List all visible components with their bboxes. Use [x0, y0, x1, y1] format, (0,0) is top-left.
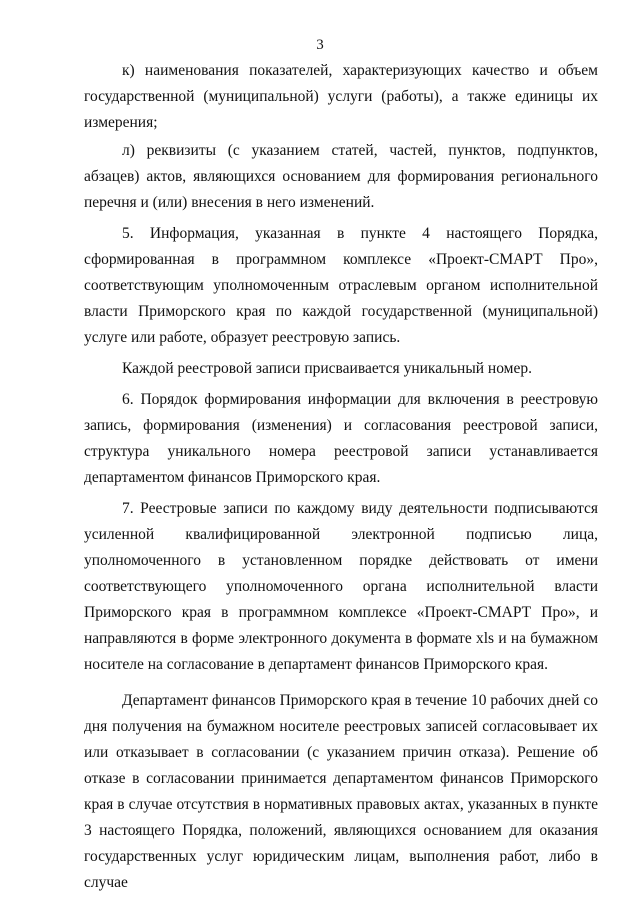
document-body	[84, 58, 598, 896]
paragraph-k: к) наименования показателей, характеризующих качество и объем государственной (муниципальной) услуги (работы), а также единицы их измерения;	[84, 62, 598, 131]
paragraph-6: 6. Порядок формирования информации для включения в реестровую запись, формирования (изменения) и согласования реестровой записи, структура уникального номера реестровой записи устанавливается департаментом финансов Приморского края.	[84, 391, 598, 486]
paragraph-l: л) реквизиты (с указанием статей, частей, пунктов, подпунктов, абзацев) актов, являющихся основанием для формирования регионального перечня и (или) внесения в него изменений.	[84, 142, 598, 211]
page-number: 3	[316, 37, 324, 53]
paragraph-7: 7. Реестровые записи по каждому виду деятельности подписываются усиленной квалифицированной электронной подписью лица, уполномоченного в установленном порядке действовать от имени соответствующего уполномоченного органа исполнительной власти Приморского края в программном комплексе «Проект-СМАРТ Про», и направляются в форме электронного документа в формате xls и на бумажном носителе на согласование в департамент финансов Приморского края.	[84, 500, 598, 673]
paragraph-department-approval: Департамент финансов Приморского края в течение 10 рабочих дней со дня получения на бумажном носителе реестровых записей согласовывает их или отказывает в согласовании (с указанием причин отказа). Решение об отказе в согласовании принимается департаментом финансов Приморского края в случае отсутствия в нормативных правовых актах, указанных в пункте 3 настоящего Порядка, положений, являющихся основанием для оказания государственных услуг юридическим лицам, выполнения работ, либо в случае	[84, 692, 598, 891]
paragraph-unique-number: Каждой реестровой записи присваивается уникальный номер.	[122, 360, 532, 377]
paragraph-5: 5. Информация, указанная в пункте 4 настоящего Порядка, сформированная в программном комплексе «Проект-СМАРТ Про», соответствующим уполномоченным отраслевым органом исполнительной власти Приморского края по каждой государственной (муниципальной) услуге или работе, образует реестровую запись.	[84, 225, 598, 346]
